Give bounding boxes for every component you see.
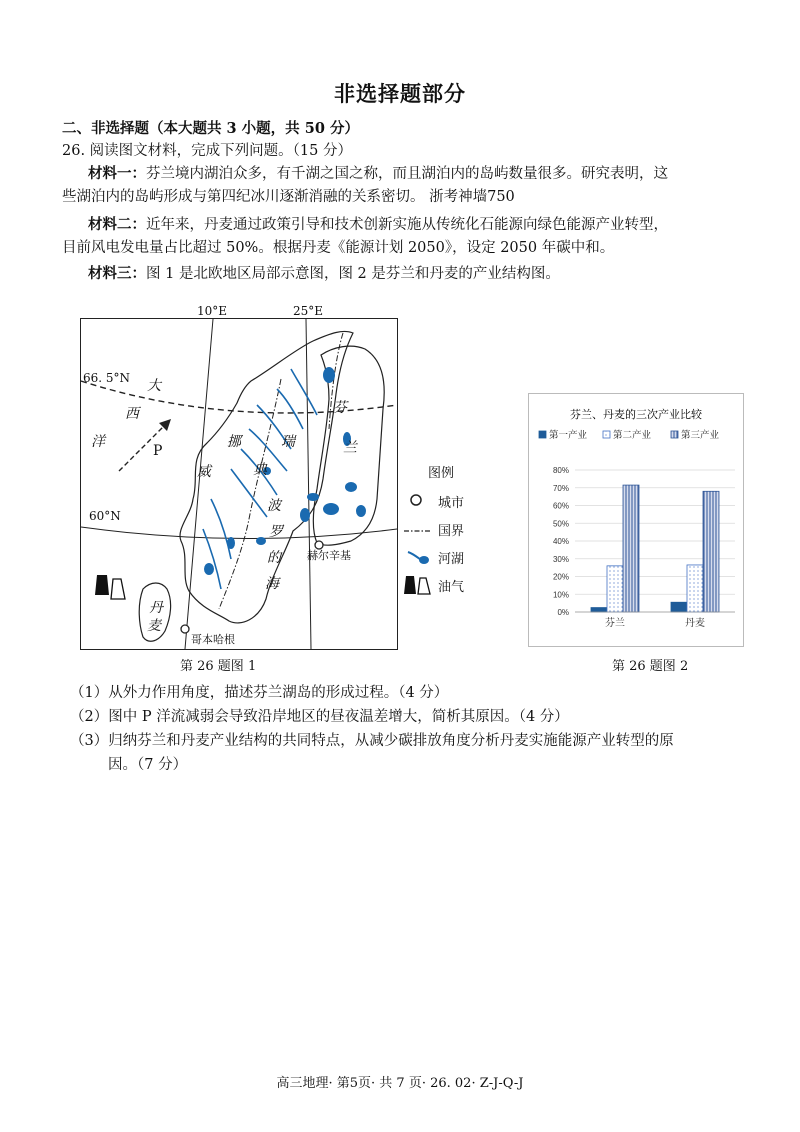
x-category-label: 芬兰	[605, 618, 625, 629]
y-tick-label: 30%	[552, 554, 569, 564]
northern-europe-map	[80, 318, 398, 650]
rivers	[203, 369, 317, 589]
legend-swatch	[603, 431, 610, 438]
legend-oil-gas-label: 油气	[438, 580, 465, 595]
legend-label: 第三产业	[681, 430, 720, 441]
baltic-char-4: 海	[265, 576, 279, 592]
city-copenhagen-label: 哥本哈根	[191, 633, 235, 646]
page-footer: 高三地理· 第5页· 共 7 页· 26. 02· Z-J-Q-J	[276, 1076, 524, 1091]
material1-line1	[88, 163, 748, 185]
norway-char-2: 威	[197, 464, 211, 480]
lat-665-label: 66. 5°N	[83, 371, 131, 385]
material1-text1: 芬兰境内湖泊众多，有千湖之国之称，而且湖泊内的岛屿数量很多。研究表明，这	[146, 166, 668, 182]
chart-caption: 第 26 题图 2	[612, 659, 689, 674]
denmark-char-2: 麦	[147, 618, 161, 634]
bar	[607, 566, 623, 612]
sweden-char-1: 瑞	[281, 434, 295, 450]
finland-char-2: 兰	[343, 440, 357, 456]
legend-city-label: 城市	[438, 496, 465, 511]
bar	[671, 602, 687, 612]
norway-char-1: 挪	[227, 434, 241, 450]
legend-title: 图例	[428, 466, 455, 481]
legend-label: 第一产业	[549, 430, 588, 441]
chart-bars	[591, 485, 719, 612]
section-heading: 二、非选择题（本大题共 3 小题，共 50 分）	[62, 120, 359, 137]
legend-border-label: 国界	[438, 524, 465, 539]
meridian-10e	[185, 319, 213, 649]
material3-text: 图 1 是北欧地区局部示意图，图 2 是芬兰和丹麦的产业结构图。	[146, 266, 560, 282]
map-graphic	[81, 319, 397, 649]
finland-char-1: 芬	[333, 400, 347, 416]
y-tick-label: 20%	[552, 572, 569, 582]
y-tick-label: 50%	[552, 519, 569, 529]
material3-line	[88, 263, 748, 285]
lon-25-label: 25°E	[293, 304, 324, 318]
lon-10-label: 10°E	[197, 304, 228, 318]
border-icon	[404, 526, 432, 536]
parallel-60n	[81, 527, 397, 539]
section-title: 非选择题部分	[334, 81, 466, 106]
lat-60-label: 60°N	[89, 509, 121, 523]
city-icon	[408, 492, 424, 508]
y-tick-label: 60%	[552, 501, 569, 511]
y-tick-label: 10%	[552, 590, 569, 600]
legend-label: 第二产业	[613, 430, 652, 441]
question-1: （1）从外力作用角度，描述芬兰湖岛的形成过程。（4 分）	[70, 685, 449, 701]
baltic-char-1: 波	[267, 498, 281, 514]
legend-swatch	[671, 431, 678, 438]
material2-line1	[88, 214, 748, 236]
legend-swatch	[539, 431, 546, 438]
material2-label: 材料二：	[88, 216, 146, 233]
material2-line2: 目前风电发电量占比超过 50%。根据丹麦《能源计划 2050》，设定 2050 年碳中和。	[62, 240, 615, 256]
material1-label: 材料一：	[88, 165, 146, 182]
meridian-25e	[306, 319, 311, 649]
ocean-char-1: 大	[147, 378, 161, 394]
material1-line2: 些湖泊内的岛屿形成与第四纪冰川逐渐消融的关系密切。 浙考神墙750	[62, 189, 515, 205]
city-helsinki-label: 赫尔辛基	[307, 549, 351, 562]
bar	[623, 485, 639, 612]
chart-svg	[529, 394, 743, 646]
question-3-line2: 因。（7 分）	[108, 757, 188, 773]
bar	[591, 608, 607, 612]
x-category-label: 丹麦	[685, 618, 705, 629]
oil-gas-icon	[404, 574, 434, 596]
city-copenhagen-marker	[181, 625, 189, 633]
map-caption: 第 26 题图 1	[180, 659, 257, 674]
y-tick-label: 80%	[552, 466, 569, 475]
oil-gas-symbol	[95, 575, 125, 599]
baltic-char-3: 的	[267, 550, 281, 566]
material3-label: 材料三：	[88, 265, 146, 282]
y-tick-label: 0%	[557, 608, 569, 617]
ocean-char-3: 洋	[91, 434, 105, 450]
chart-title: 芬兰、丹麦的三次产业比较	[570, 409, 702, 421]
bar	[687, 565, 703, 612]
river-lake-icon	[406, 548, 430, 566]
baltic-char-2: 罗	[269, 524, 283, 540]
ocean-char-2: 西	[125, 406, 139, 422]
current-p-label: P	[153, 443, 163, 459]
bar	[703, 491, 719, 612]
legend-river-lake-label: 河湖	[438, 552, 465, 567]
question-intro: 26. 阅读图文材料，完成下列问题。（15 分）	[62, 143, 352, 159]
y-tick-label: 40%	[552, 537, 569, 546]
sweden-char-2: 典	[253, 462, 267, 478]
chart-legend	[539, 429, 720, 441]
question-3-line1: （3）归纳芬兰和丹麦产业结构的共同特点，从减少碳排放角度分析丹麦实施能源产业转型的原	[70, 733, 674, 749]
y-tick-label: 70%	[552, 483, 569, 493]
question-2: （2）图中 P 洋流减弱会导致沿岸地区的昼夜温差增大，简析其原因。（4 分）	[70, 709, 569, 725]
industry-structure-chart	[528, 393, 744, 647]
denmark-char-1: 丹	[149, 600, 163, 616]
material2-text1: 近年来，丹麦通过政策引导和技术创新实施从传统化石能源向绿色能源产业转型，	[146, 217, 668, 233]
